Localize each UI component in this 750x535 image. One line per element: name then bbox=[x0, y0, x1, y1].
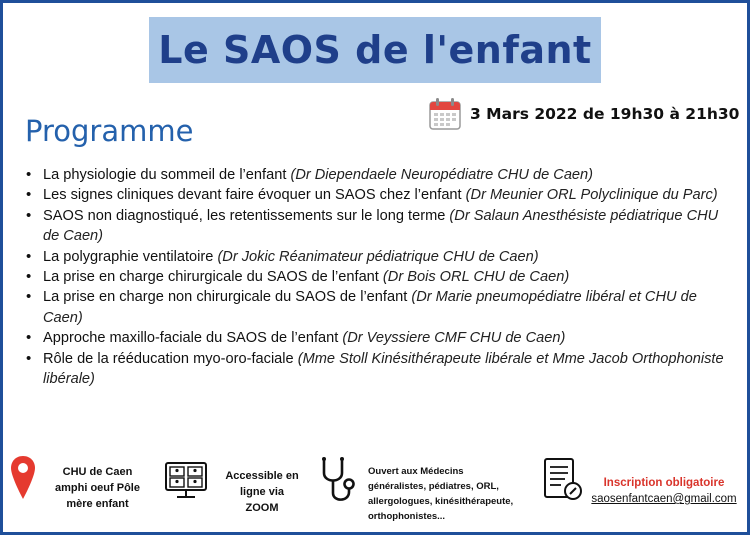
list-item bbox=[26, 247, 738, 267]
program-topic: La prise en charge chirurgicale du SAOS de l’enfant bbox=[43, 269, 383, 286]
list-item bbox=[26, 185, 738, 205]
program-topic: La prise en charge non chirurgicale du SAOS de l’enfant bbox=[43, 289, 408, 306]
program-speaker: (Dr Diependaele Neuropédiatre CHU de Caen) bbox=[290, 167, 594, 183]
program-topic: SAOS non diagnostiqué, les retentissements sur le long terme bbox=[43, 207, 446, 224]
footer-info bbox=[0, 450, 750, 535]
list-item bbox=[26, 287, 738, 328]
program-speaker: (Dr Marie pneumopédiatre libéral et CHU de Caen) bbox=[43, 289, 697, 326]
access-text: Accessible en ligne via ZOOM bbox=[225, 470, 299, 514]
location-pin-icon bbox=[10, 455, 36, 501]
video-conference-icon bbox=[164, 461, 208, 501]
title-banner bbox=[149, 17, 601, 83]
registration-email-link[interactable]: saosenfantcaen@gmail.com bbox=[591, 493, 737, 505]
calendar-icon bbox=[428, 97, 462, 131]
location-text: CHU de Caen amphi oeuf Pôle mère enfant bbox=[55, 466, 140, 510]
list-item bbox=[26, 206, 738, 247]
list-item bbox=[26, 267, 738, 287]
program-topic: Rôle de la rééducation myo-oro-faciale bbox=[43, 350, 294, 367]
list-item bbox=[26, 349, 738, 390]
program-speaker: (Dr Bois ORL CHU de Caen) bbox=[382, 269, 570, 286]
event-date bbox=[428, 96, 739, 132]
page-title: Le SAOS de l'enfant bbox=[158, 28, 592, 72]
program-speaker: (Dr Meunier ORL Polyclinique du Parc) bbox=[465, 187, 718, 204]
registration-form-icon bbox=[543, 457, 583, 503]
program-topic: La polygraphie ventilatoire bbox=[43, 248, 214, 265]
program-speaker: (Mme Stoll Kinésithérapeute libérale et Mme Jacob Orthophoniste libérale) bbox=[43, 350, 724, 388]
program-speaker: (Dr Jokic Réanimateur pédiatrique CHU de Caen) bbox=[217, 248, 539, 265]
list-item bbox=[26, 328, 738, 348]
stethoscope-icon bbox=[316, 455, 356, 507]
program-topic: La physiologie du sommeil de l’enfant bbox=[43, 167, 287, 183]
program-topic: Approche maxillo-faciale du SAOS de l’enfant bbox=[43, 330, 343, 347]
program-heading: Programme bbox=[25, 114, 194, 148]
program-list bbox=[26, 165, 738, 389]
audience-text: Ouvert aux Médecins généralistes, pédiatres, ORL, allergologues, kinésithérapeute, orthophonistes... bbox=[368, 466, 514, 522]
registration-title: Inscription obligatoire bbox=[603, 477, 725, 489]
event-date-text: 3 Mars 2022 de 19h30 à 21h30 bbox=[470, 105, 740, 123]
list-item bbox=[26, 165, 738, 185]
program-speaker: (Dr Veyssiere CMF CHU de Caen) bbox=[342, 330, 566, 347]
program-topic: Les signes cliniques devant faire évoquer un SAOS chez l’enfant bbox=[43, 187, 462, 204]
program-speaker: (Dr Salaun Anesthésiste pédiatrique CHU de Caen) bbox=[43, 207, 719, 245]
registration-text bbox=[584, 475, 744, 507]
